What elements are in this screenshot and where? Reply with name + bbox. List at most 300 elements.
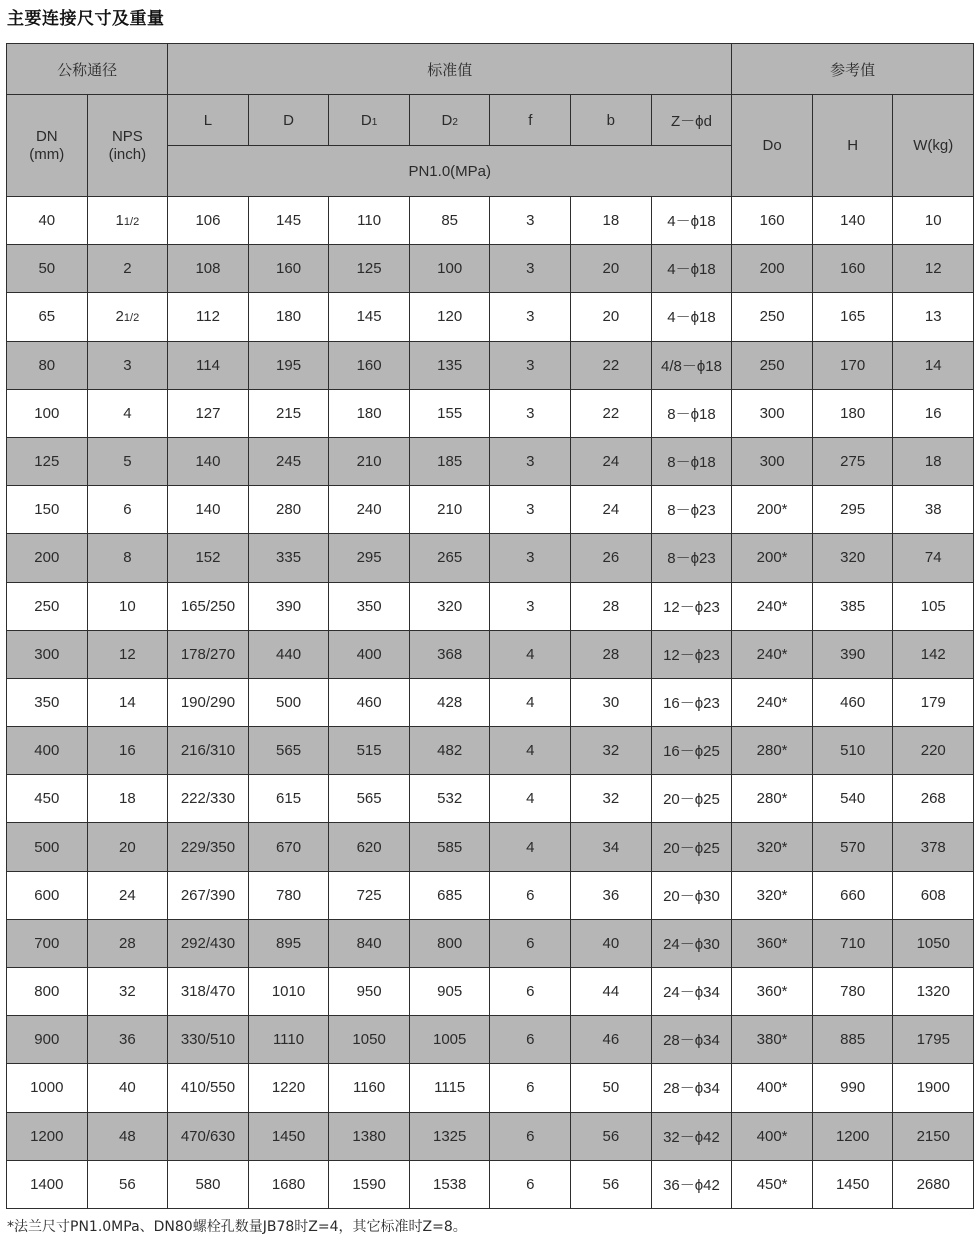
cell-b: 24 [571, 437, 652, 485]
cell-Do: 200* [732, 534, 813, 582]
header-D1-letter: D [360, 111, 372, 129]
cell-dn: 150 [7, 486, 88, 534]
nps-whole: 12 [119, 645, 136, 663]
cell-D1: 125 [329, 245, 410, 293]
cell-D1: 515 [329, 727, 410, 775]
cell-Do: 300 [732, 389, 813, 437]
cell-dn: 65 [7, 293, 88, 341]
cell-H: 885 [812, 1016, 893, 1064]
cell-L: 140 [168, 437, 249, 485]
cell-f: 4 [490, 727, 571, 775]
cell-f: 4 [490, 630, 571, 678]
cell-nps [87, 1160, 168, 1208]
cell-weight: 14 [893, 341, 974, 389]
cell-Do: 320* [732, 823, 813, 871]
cell-f: 3 [490, 582, 571, 630]
cell-H: 710 [812, 919, 893, 967]
cell-Do: 280* [732, 775, 813, 823]
cell-f: 4 [490, 678, 571, 726]
cell-nps [87, 678, 168, 726]
cell-b: 40 [571, 919, 652, 967]
cell-dn: 800 [7, 968, 88, 1016]
cell-D: 615 [248, 775, 329, 823]
cell-L: 152 [168, 534, 249, 582]
cell-L: 222/330 [168, 775, 249, 823]
cell-D1: 565 [329, 775, 410, 823]
header-pressure-class: PN1.0(MPa) [168, 146, 732, 197]
cell-weight: 378 [893, 823, 974, 871]
cell-bolt-holes: 32－ϕ42 [651, 1112, 732, 1160]
cell-nps [87, 486, 168, 534]
header-D1-sub: 1 [371, 116, 378, 128]
cell-b: 26 [571, 534, 652, 582]
cell-nps [87, 919, 168, 967]
table-row [7, 678, 974, 726]
header-weight: W(kg) [893, 95, 974, 197]
cell-bolt-holes: 24－ϕ30 [651, 919, 732, 967]
nps-whole: 6 [123, 501, 132, 519]
table-row [7, 582, 974, 630]
cell-H: 275 [812, 437, 893, 485]
cell-D1: 180 [329, 389, 410, 437]
header-D2-letter: D [441, 111, 453, 129]
cell-D2: 185 [409, 437, 490, 485]
cell-dn: 80 [7, 341, 88, 389]
cell-f: 3 [490, 293, 571, 341]
table-row [7, 341, 974, 389]
cell-weight: 220 [893, 727, 974, 775]
cell-dn: 1400 [7, 1160, 88, 1208]
nps-whole: 16 [119, 742, 136, 760]
header-H: H [812, 95, 893, 197]
cell-b: 18 [571, 197, 652, 245]
nps-whole: 48 [119, 1127, 136, 1145]
cell-dn: 100 [7, 389, 88, 437]
cell-nps [87, 582, 168, 630]
cell-weight: 268 [893, 775, 974, 823]
cell-weight: 16 [893, 389, 974, 437]
cell-H: 990 [812, 1064, 893, 1112]
cell-b: 28 [571, 630, 652, 678]
nps-whole: 3 [123, 356, 132, 374]
cell-weight: 608 [893, 871, 974, 919]
cell-weight: 142 [893, 630, 974, 678]
cell-D2: 320 [409, 582, 490, 630]
nps-whole: 14 [119, 693, 136, 711]
nps-whole: 36 [119, 1031, 136, 1049]
cell-bolt-holes: 12－ϕ23 [651, 582, 732, 630]
cell-H: 295 [812, 486, 893, 534]
cell-weight: 13 [893, 293, 974, 341]
cell-weight: 74 [893, 534, 974, 582]
header-D: D [248, 95, 329, 146]
cell-D: 180 [248, 293, 329, 341]
cell-Do: 160 [732, 197, 813, 245]
cell-H: 510 [812, 727, 893, 775]
cell-D: 145 [248, 197, 329, 245]
cell-weight: 38 [893, 486, 974, 534]
table-row [7, 919, 974, 967]
cell-b: 44 [571, 968, 652, 1016]
cell-D: 440 [248, 630, 329, 678]
cell-L: 114 [168, 341, 249, 389]
header-D2-sub: 2 [452, 116, 458, 128]
cell-dn: 40 [7, 197, 88, 245]
cell-weight: 1795 [893, 1016, 974, 1064]
cell-f: 3 [490, 486, 571, 534]
cell-L: 106 [168, 197, 249, 245]
cell-L: 127 [168, 389, 249, 437]
cell-H: 170 [812, 341, 893, 389]
cell-L: 410/550 [168, 1064, 249, 1112]
cell-D: 215 [248, 389, 329, 437]
table-row [7, 1064, 974, 1112]
cell-Do: 300 [732, 437, 813, 485]
cell-weight: 179 [893, 678, 974, 726]
cell-D1: 950 [329, 968, 410, 1016]
cell-L: 112 [168, 293, 249, 341]
cell-bolt-holes: 8－ϕ18 [651, 437, 732, 485]
nps-whole: 24 [119, 886, 136, 904]
cell-bolt-holes: 36－ϕ42 [651, 1160, 732, 1208]
cell-D1: 350 [329, 582, 410, 630]
cell-nps [87, 534, 168, 582]
nps-whole: 28 [119, 934, 136, 952]
cell-bolt-holes: 4－ϕ18 [651, 293, 732, 341]
cell-D: 895 [248, 919, 329, 967]
header-reference-values: 参考值 [732, 44, 974, 95]
table-row [7, 534, 974, 582]
table-row [7, 293, 974, 341]
cell-D2: 100 [409, 245, 490, 293]
cell-nps [87, 437, 168, 485]
cell-D1: 240 [329, 486, 410, 534]
nps-whole: 18 [119, 790, 136, 808]
cell-b: 46 [571, 1016, 652, 1064]
cell-D1: 145 [329, 293, 410, 341]
cell-H: 1450 [812, 1160, 893, 1208]
cell-f: 3 [490, 534, 571, 582]
table-row [7, 437, 974, 485]
header-bolt-holes: Z－ϕd [651, 95, 732, 146]
cell-Do: 240* [732, 630, 813, 678]
cell-Do: 320* [732, 871, 813, 919]
nps-whole: 40 [119, 1079, 136, 1097]
cell-H: 165 [812, 293, 893, 341]
cell-D2: 800 [409, 919, 490, 967]
cell-L: 470/630 [168, 1112, 249, 1160]
cell-D: 245 [248, 437, 329, 485]
cell-f: 4 [490, 775, 571, 823]
dimensions-table [6, 43, 974, 1209]
page-title: 主要连接尺寸及重量 [7, 9, 165, 29]
cell-weight: 1900 [893, 1064, 974, 1112]
table-row [7, 823, 974, 871]
cell-L: 330/510 [168, 1016, 249, 1064]
cell-b: 22 [571, 341, 652, 389]
table-row [7, 486, 974, 534]
nps-fraction: 1/2 [123, 216, 140, 229]
cell-dn: 400 [7, 727, 88, 775]
cell-D2: 1538 [409, 1160, 490, 1208]
cell-Do: 400* [732, 1112, 813, 1160]
cell-D: 1220 [248, 1064, 329, 1112]
cell-D1: 840 [329, 919, 410, 967]
cell-D2: 428 [409, 678, 490, 726]
cell-bolt-holes: 24－ϕ34 [651, 968, 732, 1016]
cell-D1: 400 [329, 630, 410, 678]
cell-b: 20 [571, 245, 652, 293]
cell-f: 6 [490, 919, 571, 967]
cell-H: 540 [812, 775, 893, 823]
cell-D: 280 [248, 486, 329, 534]
cell-bolt-holes: 8－ϕ18 [651, 389, 732, 437]
cell-f: 3 [490, 389, 571, 437]
cell-f: 3 [490, 197, 571, 245]
cell-D2: 585 [409, 823, 490, 871]
cell-Do: 380* [732, 1016, 813, 1064]
cell-weight: 1320 [893, 968, 974, 1016]
cell-D: 335 [248, 534, 329, 582]
cell-dn: 600 [7, 871, 88, 919]
cell-D2: 135 [409, 341, 490, 389]
cell-weight: 2680 [893, 1160, 974, 1208]
footnote: *法兰尺寸PN1.0MPa、DN80螺栓孔数量JB78时Z=4，其它标准时Z=8。 [7, 1219, 467, 1235]
cell-L: 140 [168, 486, 249, 534]
cell-H: 180 [812, 389, 893, 437]
cell-L: 267/390 [168, 871, 249, 919]
cell-dn: 900 [7, 1016, 88, 1064]
cell-dn: 1000 [7, 1064, 88, 1112]
nps-whole: 10 [119, 597, 136, 615]
cell-b: 28 [571, 582, 652, 630]
cell-nps [87, 389, 168, 437]
cell-D: 195 [248, 341, 329, 389]
cell-weight: 18 [893, 437, 974, 485]
cell-Do: 360* [732, 919, 813, 967]
table-row [7, 727, 974, 775]
cell-D1: 295 [329, 534, 410, 582]
cell-D1: 1380 [329, 1112, 410, 1160]
table-row [7, 389, 974, 437]
cell-Do: 450* [732, 1160, 813, 1208]
cell-D: 500 [248, 678, 329, 726]
cell-D2: 85 [409, 197, 490, 245]
cell-Do: 250 [732, 293, 813, 341]
cell-bolt-holes: 20－ϕ25 [651, 775, 732, 823]
nps-whole: 32 [119, 983, 136, 1001]
cell-L: 292/430 [168, 919, 249, 967]
cell-nps [87, 871, 168, 919]
cell-dn: 125 [7, 437, 88, 485]
cell-f: 4 [490, 823, 571, 871]
cell-D: 1680 [248, 1160, 329, 1208]
nps-whole: 2 [123, 260, 132, 278]
table-row [7, 630, 974, 678]
cell-D: 670 [248, 823, 329, 871]
nps-fraction: 1/2 [123, 312, 140, 325]
cell-nps [87, 197, 168, 245]
cell-D2: 905 [409, 968, 490, 1016]
cell-D: 390 [248, 582, 329, 630]
cell-H: 160 [812, 245, 893, 293]
cell-f: 3 [490, 437, 571, 485]
cell-D2: 482 [409, 727, 490, 775]
cell-dn: 250 [7, 582, 88, 630]
cell-dn: 200 [7, 534, 88, 582]
cell-D2: 368 [409, 630, 490, 678]
cell-L: 229/350 [168, 823, 249, 871]
cell-D2: 685 [409, 871, 490, 919]
cell-dn: 700 [7, 919, 88, 967]
header-D1 [329, 95, 410, 146]
cell-weight: 12 [893, 245, 974, 293]
header-row-columns [7, 95, 974, 146]
cell-D1: 460 [329, 678, 410, 726]
header-row-groups [7, 44, 974, 95]
cell-b: 56 [571, 1112, 652, 1160]
cell-b: 20 [571, 293, 652, 341]
nps-whole: 8 [123, 549, 132, 567]
cell-H: 660 [812, 871, 893, 919]
cell-weight: 1050 [893, 919, 974, 967]
cell-H: 385 [812, 582, 893, 630]
cell-bolt-holes: 28－ϕ34 [651, 1064, 732, 1112]
cell-L: 190/290 [168, 678, 249, 726]
cell-f: 6 [490, 1160, 571, 1208]
table-row [7, 1160, 974, 1208]
cell-Do: 200 [732, 245, 813, 293]
cell-weight: 105 [893, 582, 974, 630]
table-row [7, 775, 974, 823]
table-row [7, 197, 974, 245]
cell-Do: 240* [732, 582, 813, 630]
nps-whole: 4 [123, 404, 132, 422]
cell-D2: 210 [409, 486, 490, 534]
nps-whole: 56 [119, 1175, 136, 1193]
cell-nps [87, 775, 168, 823]
cell-f: 3 [490, 341, 571, 389]
cell-D1: 1590 [329, 1160, 410, 1208]
cell-H: 570 [812, 823, 893, 871]
cell-D1: 110 [329, 197, 410, 245]
cell-bolt-holes: 12－ϕ23 [651, 630, 732, 678]
cell-D: 565 [248, 727, 329, 775]
cell-bolt-holes: 8－ϕ23 [651, 534, 732, 582]
cell-nps [87, 341, 168, 389]
cell-bolt-holes: 4－ϕ18 [651, 197, 732, 245]
table-row [7, 871, 974, 919]
cell-nps [87, 1016, 168, 1064]
nps-whole: 5 [123, 453, 132, 471]
cell-dn: 1200 [7, 1112, 88, 1160]
table-row [7, 245, 974, 293]
cell-f: 6 [490, 1064, 571, 1112]
cell-Do: 360* [732, 968, 813, 1016]
cell-b: 22 [571, 389, 652, 437]
cell-nps [87, 293, 168, 341]
cell-f: 6 [490, 1016, 571, 1064]
cell-D: 160 [248, 245, 329, 293]
cell-D1: 725 [329, 871, 410, 919]
cell-D1: 1160 [329, 1064, 410, 1112]
cell-weight: 2150 [893, 1112, 974, 1160]
cell-Do: 240* [732, 678, 813, 726]
header-nps: NPS (inch) [87, 95, 168, 197]
cell-nps [87, 968, 168, 1016]
header-b: b [571, 95, 652, 146]
cell-b: 36 [571, 871, 652, 919]
cell-bolt-holes: 4－ϕ18 [651, 245, 732, 293]
cell-D2: 155 [409, 389, 490, 437]
cell-H: 390 [812, 630, 893, 678]
cell-b: 30 [571, 678, 652, 726]
cell-nps [87, 823, 168, 871]
cell-nps [87, 727, 168, 775]
cell-L: 318/470 [168, 968, 249, 1016]
header-Do: Do [732, 95, 813, 197]
header-f: f [490, 95, 571, 146]
cell-bolt-holes: 28－ϕ34 [651, 1016, 732, 1064]
cell-Do: 400* [732, 1064, 813, 1112]
cell-dn: 500 [7, 823, 88, 871]
cell-D: 780 [248, 871, 329, 919]
cell-f: 6 [490, 871, 571, 919]
nps-whole: 2 [115, 308, 124, 326]
cell-D2: 265 [409, 534, 490, 582]
cell-L: 108 [168, 245, 249, 293]
cell-D: 1110 [248, 1016, 329, 1064]
cell-b: 56 [571, 1160, 652, 1208]
cell-nps [87, 1112, 168, 1160]
header-L: L [168, 95, 249, 146]
cell-dn: 300 [7, 630, 88, 678]
cell-bolt-holes: 16－ϕ25 [651, 727, 732, 775]
table-row [7, 1016, 974, 1064]
cell-nps [87, 1064, 168, 1112]
nps-whole: 1 [115, 212, 124, 230]
cell-Do: 200* [732, 486, 813, 534]
cell-weight: 10 [893, 197, 974, 245]
cell-D: 1450 [248, 1112, 329, 1160]
cell-nps [87, 245, 168, 293]
cell-b: 32 [571, 727, 652, 775]
cell-f: 6 [490, 1112, 571, 1160]
cell-Do: 250 [732, 341, 813, 389]
cell-D2: 1325 [409, 1112, 490, 1160]
cell-b: 34 [571, 823, 652, 871]
cell-b: 50 [571, 1064, 652, 1112]
cell-D2: 120 [409, 293, 490, 341]
table-row [7, 1112, 974, 1160]
header-D2 [409, 95, 490, 146]
cell-H: 140 [812, 197, 893, 245]
cell-D2: 532 [409, 775, 490, 823]
cell-D1: 1050 [329, 1016, 410, 1064]
header-dn: DN (mm) [7, 95, 88, 197]
cell-b: 32 [571, 775, 652, 823]
header-nominal-size: 公称通径 [7, 44, 168, 95]
cell-L: 580 [168, 1160, 249, 1208]
cell-L: 165/250 [168, 582, 249, 630]
nps-whole: 20 [119, 838, 136, 856]
cell-D1: 620 [329, 823, 410, 871]
cell-f: 3 [490, 245, 571, 293]
cell-H: 460 [812, 678, 893, 726]
cell-D: 1010 [248, 968, 329, 1016]
cell-H: 320 [812, 534, 893, 582]
cell-dn: 50 [7, 245, 88, 293]
